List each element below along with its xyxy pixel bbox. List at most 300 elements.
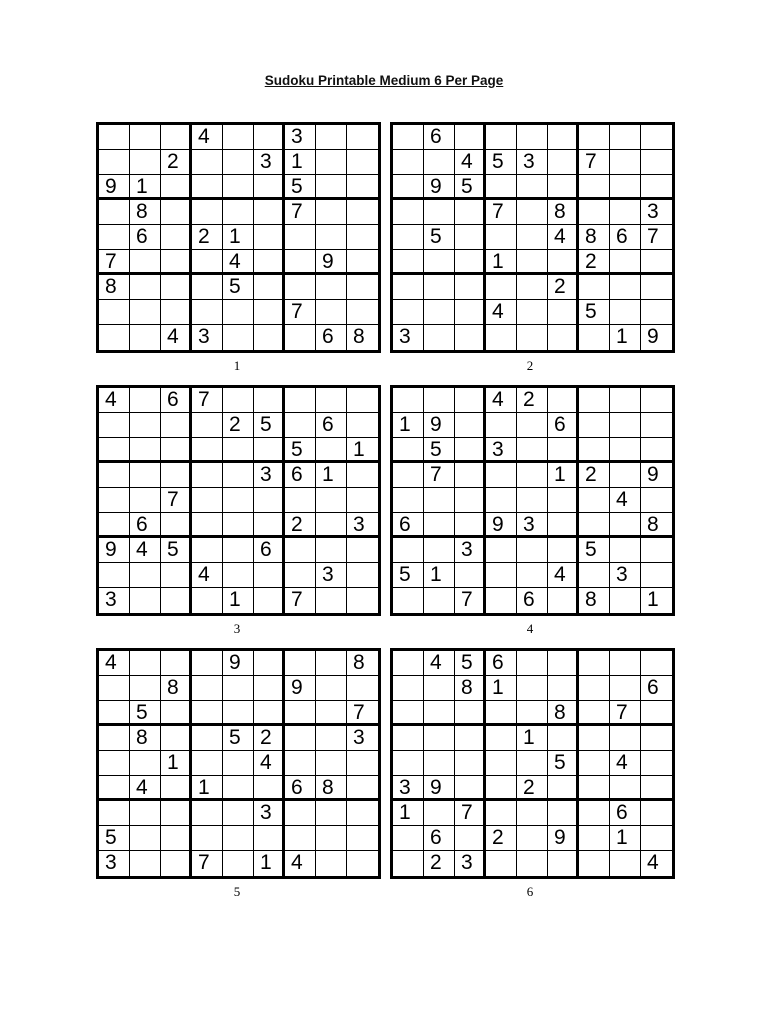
sudoku-cell	[579, 438, 610, 463]
sudoku-cell	[610, 651, 641, 676]
sudoku-cell: 1	[223, 588, 254, 613]
sudoku-cell	[579, 651, 610, 676]
sudoku-cell	[99, 776, 130, 801]
sudoku-cell	[455, 726, 486, 751]
sudoku-cell	[316, 275, 347, 300]
sudoku-cell	[393, 588, 424, 613]
sudoku-cell	[285, 826, 316, 851]
sudoku-cell	[130, 588, 161, 613]
sudoku-cell	[130, 413, 161, 438]
sudoku-cell	[130, 751, 161, 776]
sudoku-cell: 2	[424, 851, 455, 876]
sudoku-cell: 6	[285, 776, 316, 801]
sudoku-cell	[486, 726, 517, 751]
sudoku-cell: 2	[254, 726, 285, 751]
sudoku-cell	[99, 150, 130, 175]
sudoku-cell: 7	[641, 225, 672, 250]
sudoku-cell	[130, 325, 161, 350]
sudoku-cell	[610, 300, 641, 325]
sudoku-cell	[610, 275, 641, 300]
sudoku-cell: 6	[424, 826, 455, 851]
sudoku-cell	[517, 200, 548, 225]
sudoku-cell	[99, 513, 130, 538]
sudoku-cell: 1	[254, 851, 285, 876]
sudoku-cell	[192, 801, 223, 826]
sudoku-cell	[161, 801, 192, 826]
sudoku-cell	[610, 851, 641, 876]
sudoku-cell	[99, 726, 130, 751]
sudoku-cell	[192, 651, 223, 676]
sudoku-cell	[610, 250, 641, 275]
sudoku-cell	[223, 200, 254, 225]
sudoku-cell: 9	[548, 826, 579, 851]
sudoku-cell	[641, 826, 672, 851]
sudoku-cell	[161, 851, 192, 876]
sudoku-cell: 4	[610, 751, 641, 776]
sudoku-cell	[610, 776, 641, 801]
puzzle-number-4: 4	[526, 621, 534, 636]
sudoku-cell	[455, 200, 486, 225]
sudoku-cell: 4	[455, 150, 486, 175]
sudoku-cell	[393, 538, 424, 563]
sudoku-cell	[347, 563, 378, 588]
sudoku-cell	[347, 538, 378, 563]
sudoku-cell	[641, 250, 672, 275]
sudoku-cell: 5	[393, 563, 424, 588]
sudoku-puzzle-2	[390, 122, 675, 353]
sudoku-cell	[285, 413, 316, 438]
sudoku-cell: 6	[641, 676, 672, 701]
sudoku-cell	[130, 438, 161, 463]
sudoku-cell	[579, 726, 610, 751]
sudoku-cell	[486, 701, 517, 726]
sudoku-cell	[424, 701, 455, 726]
puzzle-number-1: 1	[233, 358, 241, 373]
sudoku-cell: 6	[316, 413, 347, 438]
sudoku-cell	[517, 250, 548, 275]
sudoku-cell	[486, 563, 517, 588]
sudoku-cell	[254, 300, 285, 325]
sudoku-cell	[316, 175, 347, 200]
sudoku-cell: 8	[130, 726, 161, 751]
sudoku-cell	[285, 250, 316, 275]
sudoku-cell	[99, 300, 130, 325]
sudoku-cell	[316, 801, 347, 826]
sudoku-cell	[99, 325, 130, 350]
sudoku-cell	[517, 701, 548, 726]
sudoku-cell	[579, 175, 610, 200]
sudoku-cell: 7	[610, 701, 641, 726]
sudoku-cell	[393, 726, 424, 751]
sudoku-cell: 4	[161, 325, 192, 350]
sudoku-cell	[192, 726, 223, 751]
sudoku-cell	[161, 726, 192, 751]
sudoku-cell: 1	[285, 150, 316, 175]
sudoku-cell	[285, 563, 316, 588]
sudoku-cell: 8	[353, 325, 365, 348]
sudoku-cell	[347, 125, 378, 150]
sudoku-cell	[254, 225, 285, 250]
sudoku-cell	[316, 726, 347, 751]
sudoku-cell	[254, 588, 285, 613]
sudoku-cell	[610, 463, 641, 488]
puzzle-number-2: 2	[526, 358, 534, 373]
sudoku-cell	[99, 701, 130, 726]
sudoku-cell	[316, 538, 347, 563]
sudoku-cell	[393, 488, 424, 513]
sudoku-cell	[517, 463, 548, 488]
sudoku-cell	[579, 275, 610, 300]
sudoku-cell	[192, 413, 223, 438]
sudoku-cell	[254, 125, 285, 150]
sudoku-cell	[548, 513, 579, 538]
sudoku-cell	[610, 588, 641, 613]
sudoku-cell: 1	[548, 463, 579, 488]
sudoku-cell: 6	[610, 225, 641, 250]
sudoku-cell: 3	[254, 150, 285, 175]
sudoku-cell: 9	[641, 463, 672, 488]
sudoku-cell: 7	[285, 300, 316, 325]
sudoku-cell	[99, 751, 130, 776]
sudoku-cell	[347, 413, 378, 438]
sudoku-cell: 1	[161, 751, 192, 776]
sudoku-cell: 9	[99, 175, 130, 200]
sudoku-cell	[161, 175, 192, 200]
sudoku-cell: 1	[192, 776, 223, 801]
sudoku-cell	[424, 751, 455, 776]
sudoku-cell	[393, 851, 424, 876]
sudoku-cell	[579, 563, 610, 588]
sudoku-cell: 2	[223, 413, 254, 438]
sudoku-cell: 3	[254, 801, 285, 826]
sudoku-cell	[316, 676, 347, 701]
sudoku-cell	[548, 125, 579, 150]
sudoku-cell	[223, 851, 254, 876]
sudoku-cell	[99, 438, 130, 463]
sudoku-cell	[517, 563, 548, 588]
sudoku-cell: 4	[192, 125, 223, 150]
sudoku-cell: 3	[393, 776, 424, 801]
sudoku-cell	[455, 463, 486, 488]
sudoku-cell: 1	[316, 463, 347, 488]
sudoku-cell	[455, 513, 486, 538]
sudoku-cell	[548, 175, 579, 200]
sudoku-cell	[192, 200, 223, 225]
sudoku-cell	[316, 488, 347, 513]
sudoku-cell: 4	[192, 563, 223, 588]
sudoku-cell: 1	[223, 225, 254, 250]
sudoku-cell	[579, 325, 610, 350]
sudoku-cell: 8	[161, 676, 192, 701]
sudoku-cell	[424, 250, 455, 275]
sudoku-cell	[223, 150, 254, 175]
sudoku-cell	[424, 801, 455, 826]
sudoku-grid	[390, 648, 675, 879]
sudoku-cell	[486, 776, 517, 801]
sudoku-cell: 9	[486, 513, 517, 538]
sudoku-cell: 9	[99, 538, 130, 563]
sudoku-cell	[548, 676, 579, 701]
sudoku-cell: 6	[424, 125, 455, 150]
sudoku-cell	[99, 801, 130, 826]
sudoku-cell	[254, 275, 285, 300]
sudoku-cell	[641, 801, 672, 826]
sudoku-cell	[223, 676, 254, 701]
sudoku-cell	[517, 275, 548, 300]
sudoku-cell	[285, 801, 316, 826]
sudoku-cell	[548, 588, 579, 613]
sudoku-cell: 8	[548, 701, 579, 726]
sudoku-cell	[347, 150, 378, 175]
sudoku-cell: 5	[455, 651, 486, 676]
sudoku-cell	[455, 701, 486, 726]
sudoku-cell	[517, 801, 548, 826]
sudoku-cell	[223, 488, 254, 513]
sudoku-cell	[393, 150, 424, 175]
sudoku-cell	[424, 325, 455, 350]
sudoku-cell: 3	[455, 851, 486, 876]
sudoku-cell	[347, 488, 378, 513]
sudoku-cell	[192, 438, 223, 463]
sudoku-cell	[455, 413, 486, 438]
sudoku-cell	[192, 751, 223, 776]
sudoku-cell: 5	[548, 751, 579, 776]
sudoku-cell	[223, 388, 254, 413]
sudoku-cell	[641, 388, 672, 413]
sudoku-cell: 6	[517, 588, 548, 613]
sudoku-cell: 4	[424, 651, 455, 676]
sudoku-cell	[610, 175, 641, 200]
sudoku-cell	[641, 751, 672, 776]
sudoku-cell	[548, 250, 579, 275]
sudoku-cell	[99, 200, 130, 225]
sudoku-cell	[393, 651, 424, 676]
sudoku-cell: 1	[647, 588, 659, 611]
sudoku-cell: 5	[99, 826, 130, 851]
sudoku-cell	[347, 275, 378, 300]
sudoku-cell	[517, 851, 548, 876]
sudoku-cell	[161, 651, 192, 676]
sudoku-cell	[641, 701, 672, 726]
sudoku-cell	[192, 150, 223, 175]
sudoku-cell	[254, 676, 285, 701]
sudoku-cell	[517, 826, 548, 851]
sudoku-cell	[316, 751, 347, 776]
sudoku-cell: 3	[455, 538, 486, 563]
sudoku-cell	[130, 250, 161, 275]
sudoku-cell	[548, 438, 579, 463]
sudoku-cell	[254, 325, 285, 350]
sudoku-cell	[641, 275, 672, 300]
sudoku-cell	[455, 826, 486, 851]
sudoku-cell	[455, 300, 486, 325]
sudoku-cell: 3	[517, 150, 548, 175]
sudoku-cell	[579, 851, 610, 876]
sudoku-cell	[254, 701, 285, 726]
sudoku-cell	[579, 751, 610, 776]
sudoku-cell	[347, 776, 378, 801]
sudoku-cell	[486, 538, 517, 563]
sudoku-cell: 9	[424, 413, 455, 438]
sudoku-cell: 8	[579, 588, 610, 613]
sudoku-cell	[424, 300, 455, 325]
sudoku-cell: 6	[254, 538, 285, 563]
sudoku-cell	[192, 275, 223, 300]
sudoku-cell: 8	[99, 275, 130, 300]
sudoku-cell: 2	[517, 388, 548, 413]
sudoku-cell	[486, 588, 517, 613]
sudoku-cell	[285, 388, 316, 413]
sudoku-cell	[161, 776, 192, 801]
sudoku-cell	[316, 851, 347, 876]
sudoku-cell	[99, 225, 130, 250]
sudoku-cell	[610, 125, 641, 150]
sudoku-cell: 6	[610, 801, 641, 826]
sudoku-cell	[393, 463, 424, 488]
sudoku-cell	[316, 651, 347, 676]
sudoku-cell	[130, 488, 161, 513]
sudoku-cell: 5	[254, 413, 285, 438]
sudoku-cell	[424, 588, 455, 613]
sudoku-cell: 6	[130, 225, 161, 250]
sudoku-cell	[223, 826, 254, 851]
puzzle-number-3: 3	[233, 621, 241, 636]
sudoku-cell	[455, 275, 486, 300]
sudoku-cell	[548, 726, 579, 751]
sudoku-cell: 7	[285, 200, 316, 225]
sudoku-cell: 7	[455, 588, 486, 613]
sudoku-cell	[130, 826, 161, 851]
sudoku-cell	[610, 388, 641, 413]
sudoku-cell: 7	[486, 200, 517, 225]
sudoku-cell	[285, 488, 316, 513]
sudoku-cell	[579, 676, 610, 701]
sudoku-cell	[161, 563, 192, 588]
sudoku-cell: 4	[486, 300, 517, 325]
puzzle-number-6: 6	[526, 884, 534, 899]
sudoku-cell	[486, 488, 517, 513]
sudoku-cell	[517, 175, 548, 200]
sudoku-cell	[641, 563, 672, 588]
sudoku-cell	[486, 275, 517, 300]
sudoku-cell	[610, 438, 641, 463]
sudoku-cell: 4	[254, 751, 285, 776]
sudoku-puzzle-3	[96, 385, 381, 616]
sudoku-cell	[130, 463, 161, 488]
sudoku-cell	[316, 388, 347, 413]
sudoku-cell	[130, 651, 161, 676]
sudoku-cell	[161, 125, 192, 150]
sudoku-cell: 3	[99, 851, 130, 876]
sudoku-grid	[96, 122, 381, 353]
sudoku-cell	[254, 175, 285, 200]
sudoku-cell: 6	[393, 513, 424, 538]
sudoku-cell	[455, 751, 486, 776]
sudoku-cell: 3	[285, 125, 316, 150]
sudoku-cell	[486, 225, 517, 250]
sudoku-cell	[192, 676, 223, 701]
sudoku-cell: 3	[610, 563, 641, 588]
sudoku-cell	[316, 200, 347, 225]
sudoku-cell	[161, 300, 192, 325]
sudoku-cell	[192, 175, 223, 200]
sudoku-cell	[579, 488, 610, 513]
sudoku-cell	[548, 150, 579, 175]
sudoku-cell	[223, 563, 254, 588]
sudoku-cell	[486, 751, 517, 776]
sudoku-cell	[641, 175, 672, 200]
sudoku-cell	[130, 388, 161, 413]
sudoku-cell	[548, 851, 579, 876]
sudoku-cell: 1	[393, 413, 424, 438]
sudoku-cell	[347, 388, 378, 413]
sudoku-cell	[316, 513, 347, 538]
sudoku-cell	[517, 413, 548, 438]
sudoku-cell	[347, 200, 378, 225]
sudoku-cell	[486, 413, 517, 438]
sudoku-cell: 5	[424, 438, 455, 463]
sudoku-cell: 5	[285, 175, 316, 200]
sudoku-cell	[223, 776, 254, 801]
sudoku-cell: 9	[647, 325, 659, 348]
sudoku-cell: 1	[610, 826, 641, 851]
sudoku-cell	[393, 175, 424, 200]
sudoku-cell: 3	[99, 588, 130, 613]
sudoku-cell	[455, 325, 486, 350]
sudoku-cell	[192, 488, 223, 513]
sudoku-cell: 7	[424, 463, 455, 488]
sudoku-cell	[424, 200, 455, 225]
sudoku-cell	[99, 413, 130, 438]
sudoku-cell	[455, 776, 486, 801]
sudoku-cell: 3	[347, 726, 378, 751]
sudoku-cell: 2	[192, 225, 223, 250]
sudoku-cell: 3	[192, 325, 223, 350]
sudoku-cell: 8	[130, 200, 161, 225]
sudoku-cell	[161, 826, 192, 851]
sudoku-cell: 2	[579, 250, 610, 275]
sudoku-cell	[641, 300, 672, 325]
sudoku-cell	[223, 125, 254, 150]
sudoku-cell	[161, 588, 192, 613]
sudoku-cell: 4	[548, 225, 579, 250]
sudoku-cell: 7	[99, 250, 130, 275]
sudoku-cell: 8	[579, 225, 610, 250]
sudoku-cell	[393, 225, 424, 250]
sudoku-cell	[610, 513, 641, 538]
sudoku-cell	[486, 851, 517, 876]
sudoku-cell: 5	[486, 150, 517, 175]
sudoku-cell	[455, 388, 486, 413]
sudoku-cell: 3	[347, 513, 378, 538]
sudoku-cell: 4	[647, 851, 659, 874]
sudoku-cell	[548, 488, 579, 513]
sudoku-puzzle-5	[96, 648, 381, 879]
sudoku-cell	[223, 438, 254, 463]
sudoku-cell	[316, 826, 347, 851]
sudoku-cell	[347, 175, 378, 200]
sudoku-cell	[610, 538, 641, 563]
sudoku-cell: 2	[548, 275, 579, 300]
sudoku-cell: 8	[455, 676, 486, 701]
sudoku-cell	[641, 538, 672, 563]
sudoku-cell: 7	[192, 388, 223, 413]
sudoku-cell	[130, 125, 161, 150]
sudoku-cell	[548, 776, 579, 801]
sudoku-cell	[517, 225, 548, 250]
sudoku-cell: 9	[424, 776, 455, 801]
sudoku-cell	[517, 538, 548, 563]
